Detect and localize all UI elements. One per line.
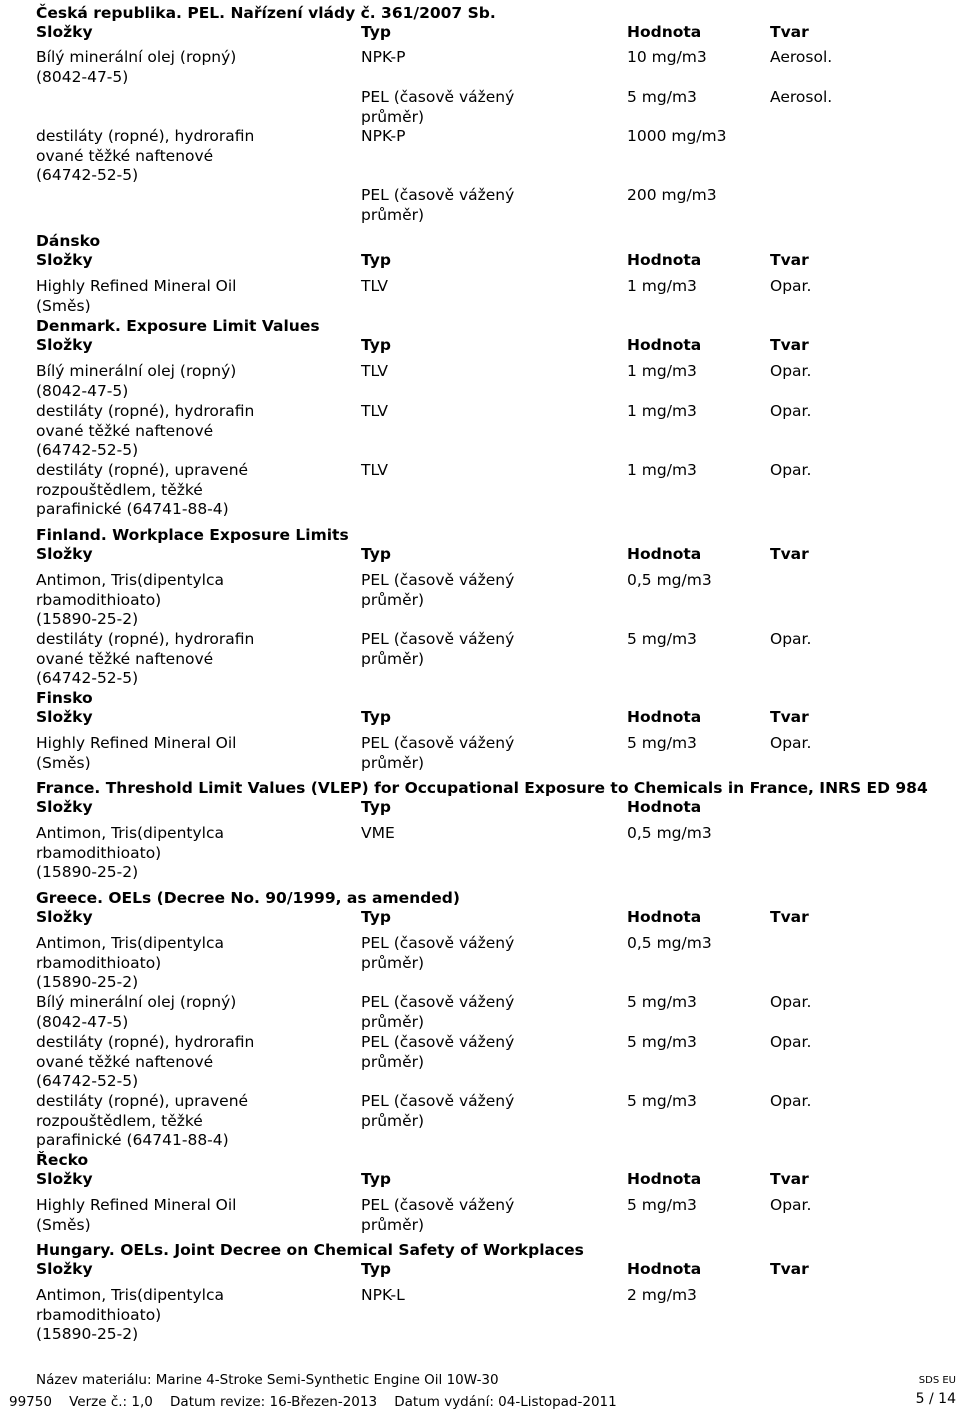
header-hodnota: Hodnota [627,798,702,816]
cell-form: Opar. [770,734,812,752]
cell-type: PEL (časově vážený průměr) [361,993,515,1031]
header-typ: Typ [361,545,391,563]
cell-value: 5 mg/m3 [627,1033,697,1051]
cell-value: 200 mg/m3 [627,186,717,204]
cell-form: Aerosol. [770,88,833,106]
footer-sds-label: SDS EU [918,1375,956,1386]
header-typ: Typ [361,336,391,354]
header-typ: Typ [361,1170,391,1188]
cell-type: TLV [361,362,389,380]
cell-value: 5 mg/m3 [627,88,697,106]
cell-component: Bílý minerální olej (ropný) (8042-47-5) [36,362,237,400]
cell-component: Antimon, Tris(dipentylca rbamodithioato) (15890-25-2) [36,1286,224,1343]
header-tvar: Tvar [770,251,809,269]
header-typ: Typ [361,251,391,269]
header-slozky: Složky [36,545,93,563]
cell-value: 5 mg/m3 [627,630,697,648]
header-slozky: Složky [36,1260,93,1278]
cell-component: Antimon, Tris(dipentylca rbamodithioato) (15890-25-2) [36,934,224,991]
cell-component: Antimon, Tris(dipentylca rbamodithioato) (15890-25-2) [36,571,224,628]
cell-value: 0,5 mg/m3 [627,934,712,952]
section-title-greece: Greece. OELs (Decree No. 90/1999, as amended) [36,889,460,907]
section-title-hungary: Hungary. OELs. Joint Decree on Chemical Safety of Workplaces [36,1241,584,1259]
section-title-finsko: Finsko [36,689,93,707]
cell-type: PEL (časově vážený průměr) [361,88,515,126]
table-header [0,908,900,928]
cell-component: Highly Refined Mineral Oil (Směs) [36,734,237,772]
header-hodnota: Hodnota [627,251,702,269]
cell-type: TLV [361,277,389,295]
cell-component: Bílý minerální olej (ropný) (8042-47-5) [36,48,237,86]
cell-value: 0,5 mg/m3 [627,824,712,842]
cell-component: destiláty (ropné), hydrorafin ované těžké naftenové (64742-52-5) [36,1033,255,1090]
cell-type: TLV [361,402,389,420]
cell-form: Opar. [770,1033,812,1051]
cell-type: PEL (časově vážený průměr) [361,630,515,668]
cell-component: destiláty (ropné), hydrorafin ované těžké naftenové (64742-52-5) [36,402,255,459]
header-tvar: Tvar [770,1260,809,1278]
header-hodnota: Hodnota [627,1260,702,1278]
cell-form: Opar. [770,993,812,1011]
cell-form: Opar. [770,402,812,420]
cell-type: PEL (časově vážený průměr) [361,571,515,609]
cell-form: Opar. [770,1092,812,1110]
header-hodnota: Hodnota [627,708,702,726]
section-title-finland: Finland. Workplace Exposure Limits [36,526,349,544]
table-header [0,798,900,818]
cell-form: Aerosol. [770,48,833,66]
cell-type: PEL (časově vážený průměr) [361,186,515,224]
header-tvar: Tvar [770,336,809,354]
cell-form: Opar. [770,362,812,380]
table-header [0,251,900,271]
cell-type: PEL (časově vážený průměr) [361,934,515,972]
header-slozky: Složky [36,708,93,726]
header-slozky: Složky [36,908,93,926]
cell-type: PEL (časově vážený průměr) [361,1092,515,1130]
cell-type: PEL (časově vážený průměr) [361,1196,515,1234]
cell-component: Highly Refined Mineral Oil (Směs) [36,1196,237,1234]
cell-form: Opar. [770,277,812,295]
header-tvar: Tvar [770,908,809,926]
table-header [0,23,900,43]
cell-value: 2 mg/m3 [627,1286,697,1304]
header-slozky: Složky [36,798,93,816]
cell-type: VME [361,824,395,842]
cell-type: TLV [361,461,389,479]
cell-component: destiláty (ropné), hydrorafin ované těžké naftenové (64742-52-5) [36,630,255,687]
section-title-denmark: Denmark. Exposure Limit Values [36,317,320,335]
footer-material-name: Název materiálu: Marine 4-Stroke Semi-Synthetic Engine Oil 10W-30 [36,1372,499,1388]
table-header [0,1170,900,1190]
header-hodnota: Hodnota [627,545,702,563]
cell-form: Opar. [770,630,812,648]
cell-value: 5 mg/m3 [627,1196,697,1214]
header-slozky: Složky [36,251,93,269]
header-hodnota: Hodnota [627,908,702,926]
header-tvar: Tvar [770,708,809,726]
table-header [0,545,900,565]
cell-type: NPK-P [361,48,406,66]
header-slozky: Složky [36,336,93,354]
header-typ: Typ [361,1260,391,1278]
table-header [0,336,900,356]
section-title-recko: Řecko [36,1151,89,1169]
cell-type: NPK-L [361,1286,405,1304]
cell-value: 1 mg/m3 [627,402,697,420]
cell-value: 1 mg/m3 [627,461,697,479]
header-hodnota: Hodnota [627,336,702,354]
cell-component: destiláty (ropné), upravené rozpouštědlem, těžké parafinické (64741-88-4) [36,461,249,518]
header-hodnota: Hodnota [627,23,702,41]
cell-value: 1 mg/m3 [627,277,697,295]
cell-type: NPK-P [361,127,406,145]
header-slozky: Složky [36,23,93,41]
cell-component: Highly Refined Mineral Oil (Směs) [36,277,237,315]
cell-component: Antimon, Tris(dipentylca rbamodithioato) (15890-25-2) [36,824,224,881]
cell-value: 10 mg/m3 [627,48,707,66]
header-tvar: Tvar [770,545,809,563]
cell-value: 5 mg/m3 [627,1092,697,1110]
cell-value: 0,5 mg/m3 [627,571,712,589]
footer-document-meta: 99750 Verze č.: 1,0 Datum revize: 16-Březen-2013 Datum vydání: 04-Listopad-2011 [9,1394,617,1410]
section-title-dansko: Dánsko [36,232,101,250]
cell-type: PEL (časově vážený průměr) [361,1033,515,1071]
cell-value: 1 mg/m3 [627,362,697,380]
header-typ: Typ [361,708,391,726]
section-title-france: France. Threshold Limit Values (VLEP) for Occupational Exposure to Chemicals in France, INRS ED 984 [36,779,928,797]
header-hodnota: Hodnota [627,1170,702,1188]
table-header [0,708,900,728]
cell-type: PEL (časově vážený průměr) [361,734,515,772]
header-slozky: Složky [36,1170,93,1188]
cell-component: destiláty (ropné), upravené rozpouštědlem, těžké parafinické (64741-88-4) [36,1092,249,1149]
cell-form: Opar. [770,1196,812,1214]
footer-page-number: 5 / 14 [915,1391,956,1407]
section-title-czech: Česká republika. PEL. Nařízení vlády č. 361/2007 Sb. [36,4,496,22]
cell-component: destiláty (ropné), hydrorafin ované těžké naftenové (64742-52-5) [36,127,255,184]
cell-form: Opar. [770,461,812,479]
cell-value: 1000 mg/m3 [627,127,727,145]
header-tvar: Tvar [770,23,809,41]
header-typ: Typ [361,798,391,816]
header-typ: Typ [361,23,391,41]
header-typ: Typ [361,908,391,926]
cell-value: 5 mg/m3 [627,993,697,1011]
table-header [0,1260,900,1280]
cell-value: 5 mg/m3 [627,734,697,752]
header-tvar: Tvar [770,1170,809,1188]
cell-component: Bílý minerální olej (ropný) (8042-47-5) [36,993,237,1031]
